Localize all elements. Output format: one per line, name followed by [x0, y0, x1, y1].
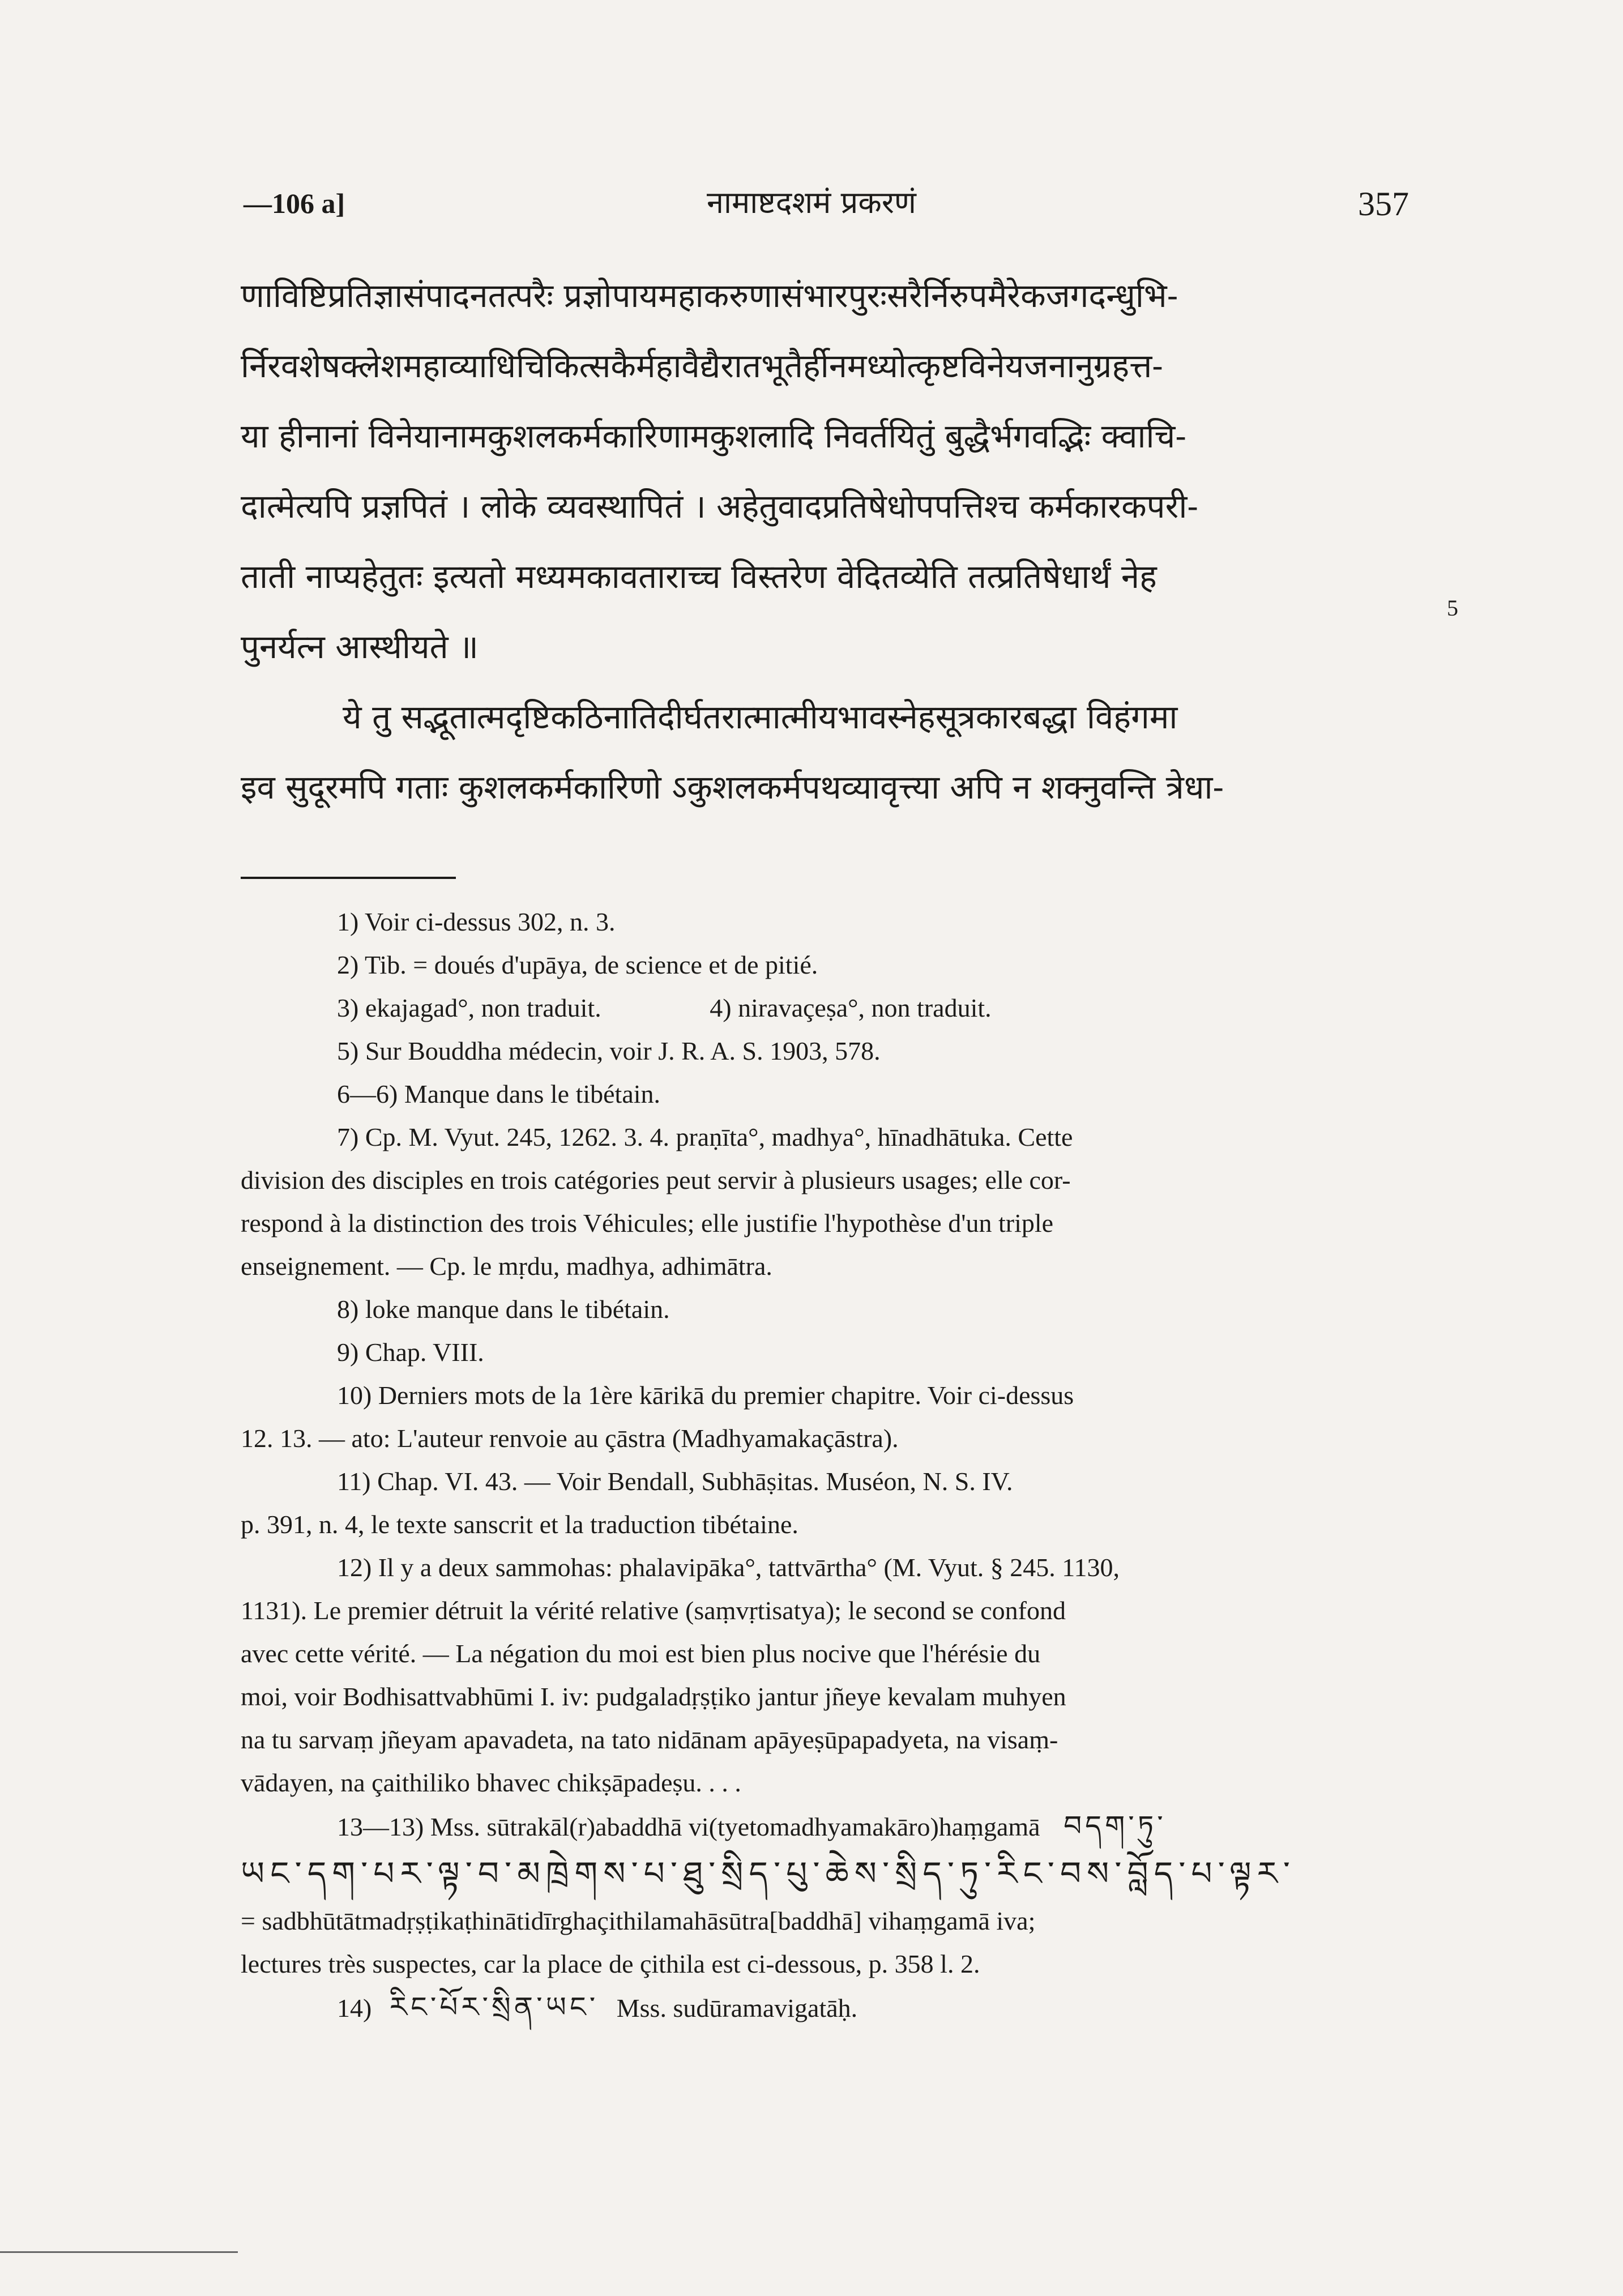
footnote-11-cont: p. 391, n. 4, le texte sanscrit et la traduction tibétaine.: [241, 1510, 798, 1539]
footnote-3-4: [241, 987, 1407, 1030]
footnote-12-cont: na tu sarvaṃ jñeyam apavadeta, na tato nidānam apāyeṣūpapadyeta, na visaṃ-: [241, 1725, 1058, 1754]
footnote-14: [241, 1986, 1407, 2030]
sanskrit-line: पुनर्यत्न आस्थीयते ॥: [241, 628, 479, 666]
sanskrit-text: [241, 261, 1436, 822]
sanskrit-line: णाविष्टिप्रतिज्ञासंपादनतत्परैः प्रज्ञोपायमहाकरुणासंभारपुरःसरैर्निरुपमैरेकजगदन्धुभि-: [241, 276, 1178, 315]
footnote-12-cont: moi, voir Bodhisattvabhūmi I. iv: pudgaladṛṣṭiko jantur jñeye kevalam muhyen: [241, 1682, 1066, 1711]
footnote-10-cont: 12. 13. — ato: L'auteur renvoie au çāstra (Madhyamakaçāstra).: [241, 1424, 899, 1453]
footnote-7-cont: division des disciples en trois catégories peut servir à plusieurs usages; elle cor-: [241, 1166, 1071, 1194]
footnote-rule: [241, 877, 456, 879]
footnote-12-cont: 1131). Le premier détruit la vérité relative (saṃvṛtisatya); le second se confond: [241, 1596, 1066, 1625]
footnote-1: 1) Voir ci-dessus 302, n. 3.: [337, 907, 616, 936]
footnote-10: 10) Derniers mots de la 1ère kārikā du premier chapitre. Voir ci-dessus: [337, 1381, 1074, 1410]
footnote-7-cont: respond à la distinction des trois Véhicules; elle justifie l'hypothèse d'un triple: [241, 1209, 1054, 1237]
sanskrit-line: या हीनानां विनेयानामकुशलकर्मकारिणामकुशलादि निवर्तयितुं बुद्धैर्भगवद्भिः क्वाचि-: [241, 417, 1186, 455]
margin-line-number: 5: [1447, 595, 1458, 621]
footnote-12: 12) Il y a deux sammohas: phalavipāka°, tattvārtha° (M. Vyut. § 245. 1130,: [337, 1553, 1120, 1582]
sanskrit-line: ये तु सद्भूतात्मदृष्टिकठिनातिदीर्घतरात्मात्मीयभावस्नेहसूत्रकारबद्धा विहंगमा: [343, 698, 1178, 736]
footnote-2: 2) Tib. = doués d'upāya, de science et de pitié.: [337, 950, 818, 979]
tibetan-phrase: རིང་པོར་སྲིན་ཡང་: [389, 1991, 599, 2024]
footnote-13-cont: lectures très suspectes, car la place de çithila est ci-dessous, p. 358 l. 2.: [241, 1949, 980, 1978]
footnote-12-cont: vādayen, na çaithiliko bhavec chikṣāpadeṣu. . . .: [241, 1768, 741, 1797]
footnote-6: 6—6) Manque dans le tibétain.: [337, 1079, 661, 1108]
footnote-12-cont: avec cette vérité. — La négation du moi est bien plus nocive que l'hérésie du: [241, 1639, 1041, 1668]
scan-edge-line: [0, 2251, 238, 2253]
footnote-13-cont: = sadbhūtātmadṛṣṭikaṭhinātidīrghaçithilamahāsūtra[baddhā] vihaṃgamā iva;: [241, 1906, 1036, 1935]
footnote-14-text: Mss. sudūramavigatāḥ.: [616, 1994, 858, 2022]
sanskrit-line: इव सुदूरमपि गताः कुशलकर्मकारिणो ऽकुशलकर्मपथव्यावृत्त्या अपि न शक्नुवन्ति त्रेधा-: [241, 768, 1224, 806]
footnote-14-label: 14): [337, 1994, 372, 2022]
footnote-5: 5) Sur Bouddha médecin, voir J. R. A. S. 1903, 578.: [337, 1036, 881, 1065]
footnote-13-text: 13—13) Mss. sūtrakāl(r)abaddhā vi(tyetomadhyamakāro)haṃgamā: [337, 1812, 1040, 1841]
page-number: 357: [1358, 185, 1409, 223]
footnote-8: 8) loke manque dans le tibétain.: [337, 1295, 670, 1324]
footnote-7-cont: enseignement. — Cp. le mṛdu, madhya, adhimātra.: [241, 1252, 772, 1281]
running-head-left: —106 a]: [244, 187, 345, 219]
tibetan-phrase: བདག་ཏུ་: [1064, 1810, 1167, 1842]
sanskrit-line: दात्मेत्यपि प्रज्ञपितं । लोके व्यवस्थापितं । अहेतुवादप्रतिषेधोपपत्तिश्च कर्मकारकपरी-: [241, 487, 1198, 526]
tibetan-line: ཡང་དག་པར་ལྟ་བ་མཁྲེགས་པ་ཐུ་སྲིད་པུ་ཆེས་སྲིད་ཏུ་རིང་བས་བློད་པ་ལྟར་: [241, 1855, 1296, 1892]
footnote-11: 11) Chap. VI. 43. — Voir Bendall, Subhāṣitas. Muséon, N. S. IV.: [337, 1467, 1013, 1496]
footnotes: [241, 901, 1407, 2030]
sanskrit-line: ताती नाप्यहेतुतः इत्यतो मध्यमकावताराच्च विस्तरेण वेदितव्येति तत्प्रतिषेधार्थं नेह: [241, 557, 1157, 596]
footnote-7: 7) Cp. M. Vyut. 245, 1262. 3. 4. praṇīta°, madhya°, hīnadhātuka. Cette: [337, 1123, 1073, 1151]
footnote-3: 3) ekajagad°, non traduit.: [337, 993, 601, 1022]
footnote-9: 9) Chap. VIII.: [337, 1338, 484, 1367]
running-head-title: नामाष्टदशमं प्रकरणं: [707, 185, 916, 220]
footnote-13: [241, 1804, 1407, 1849]
sanskrit-line: र्निरवशेषक्लेशमहाव्याधिचिकित्सकैर्महावैद्यैरातभूतैर्हीनमध्योत्कृष्टविनेयजनानुग्रहत्त-: [241, 347, 1163, 385]
footnote-4: 4) niravaçeṣa°, non traduit.: [710, 993, 992, 1022]
